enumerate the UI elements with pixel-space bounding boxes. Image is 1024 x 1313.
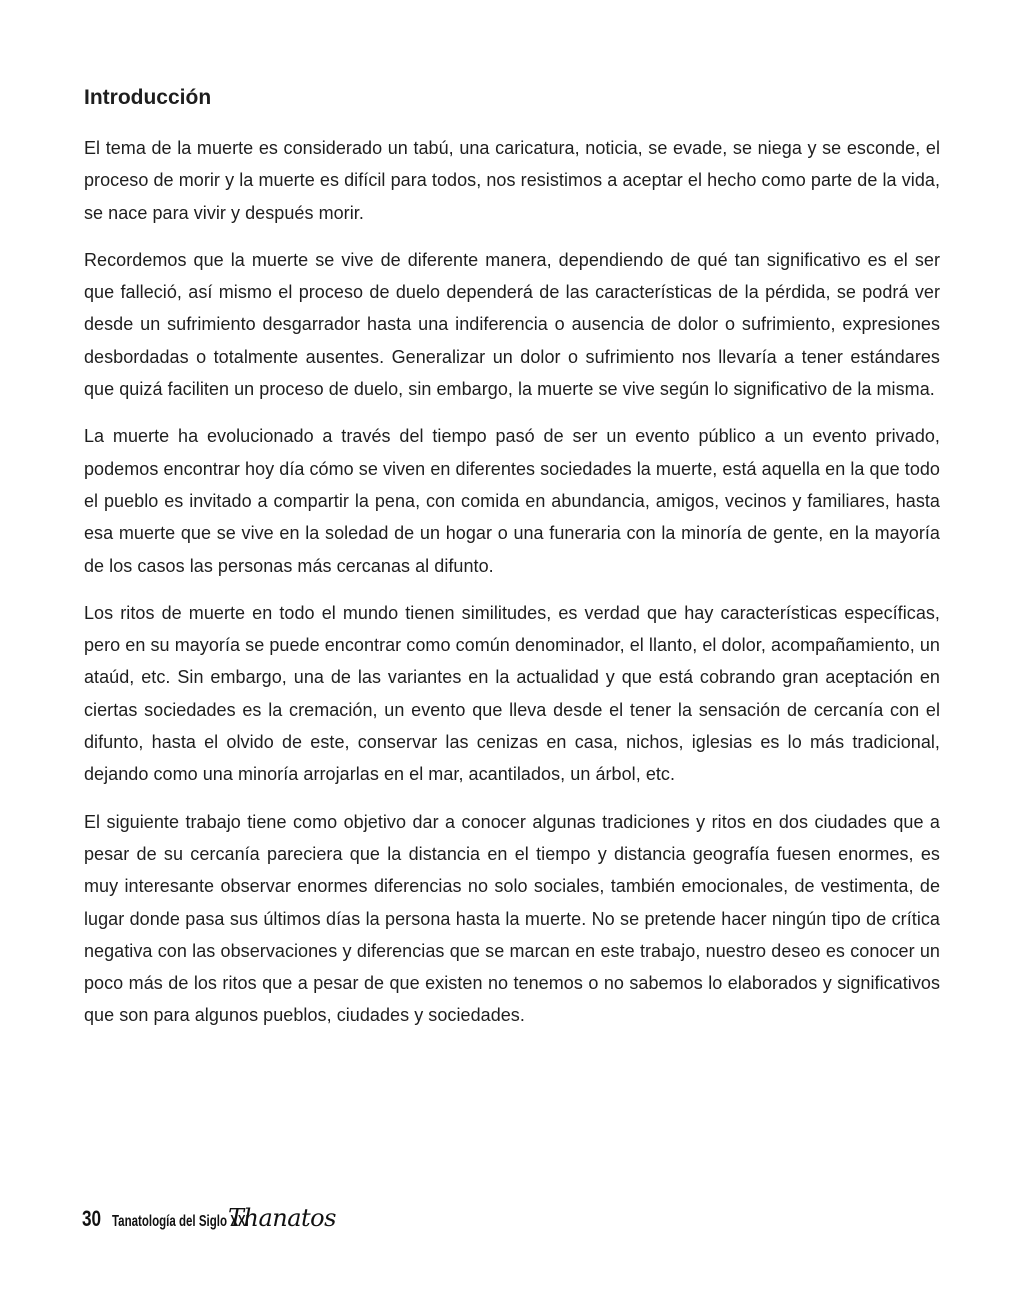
section-heading: Introducción	[84, 86, 212, 109]
page-number: 30	[82, 1206, 102, 1231]
paragraph-5: El siguiente trabajo tiene como objetivo dar a conocer algunas tradiciones y ritos en dos ciudades que a pesar de su cercanía pareciera que la distancia en el tiempo y distancia geografía fuesen enormes, es muy interesante observar enormes diferencias no solo sociales, también emocionales, de vestimenta, de lugar donde pasa sus últimos días la persona hasta la muerte. No se pretende hacer ningún tipo de crítica negativa con las observaciones y diferencias que se marcan en este trabajo, nuestro deseo es conocer un poco más de los ritos que a pesar de que existen no tenemos o no sabemos lo elaborados y significativos que son para algunos pueblos, ciudades y sociedades.	[84, 811, 940, 1026]
thanatos-logo: Thanatos	[228, 1204, 336, 1232]
paragraph-2: Recordemos que la muerte se vive de diferente manera, dependiendo de qué tan significativo es el ser que falleció, así mismo el proceso de duelo dependerá de las características de la pérdida, se podrá ver desde un sufrimiento desgarrador hasta una indiferencia o ausencia de dolor o sufrimiento, expresiones desbordadas o totalmente ausentes. Generalizar un dolor o sufrimiento nos llevaría a tener estándares que quizá faciliten un proceso de duelo, sin embargo, la muerte se vive según lo significativo de la misma.	[84, 249, 940, 400]
paragraph-1: El tema de la muerte es considerado un tabú, una caricatura, noticia, se evade, se niega y se esconde, el proceso de morir y la muerte es difícil para todos, nos resistimos a aceptar el hecho como parte de la vida, se nace para vivir y después morir.	[84, 138, 940, 223]
page-footer	[82, 1204, 336, 1240]
page-content	[84, 82, 940, 1047]
paragraph-4: Los ritos de muerte en todo el mundo tienen similitudes, es verdad que hay características específicas, pero en su mayoría se puede encontrar como común denominador, el llanto, el dolor, acompañamiento, un ataúd, etc. Sin embargo, una de las variantes en la actualidad y que está cobrando gran aceptación en ciertas sociedades es la cremación, un evento que lleva desde el tener la sensación de cercanía con el difunto, hasta el olvido de este, conservar las cenizas en casa, nichos, iglesias es lo más tradicional, dejando como una minoría arrojarlas en el mar, acantilados, un árbol, etc.	[84, 602, 940, 785]
paragraph-3: La muerte ha evolucionado a través del tiempo pasó de ser un evento público a un evento privado, podemos encontrar hoy día cómo se viven en diferentes sociedades la muerte, está aquella en la que todo el pueblo es invitado a compartir la pena, con comida en abundancia, amigos, vecinos y familiares, hasta esa muerte que se vive en la soledad de un hogar o una funeraria con la minoría de gente, en la mayoría de los casos las personas más cercanas al difunto.	[84, 426, 940, 576]
publication-title: Tanatología del Siglo XXI	[112, 1213, 249, 1230]
